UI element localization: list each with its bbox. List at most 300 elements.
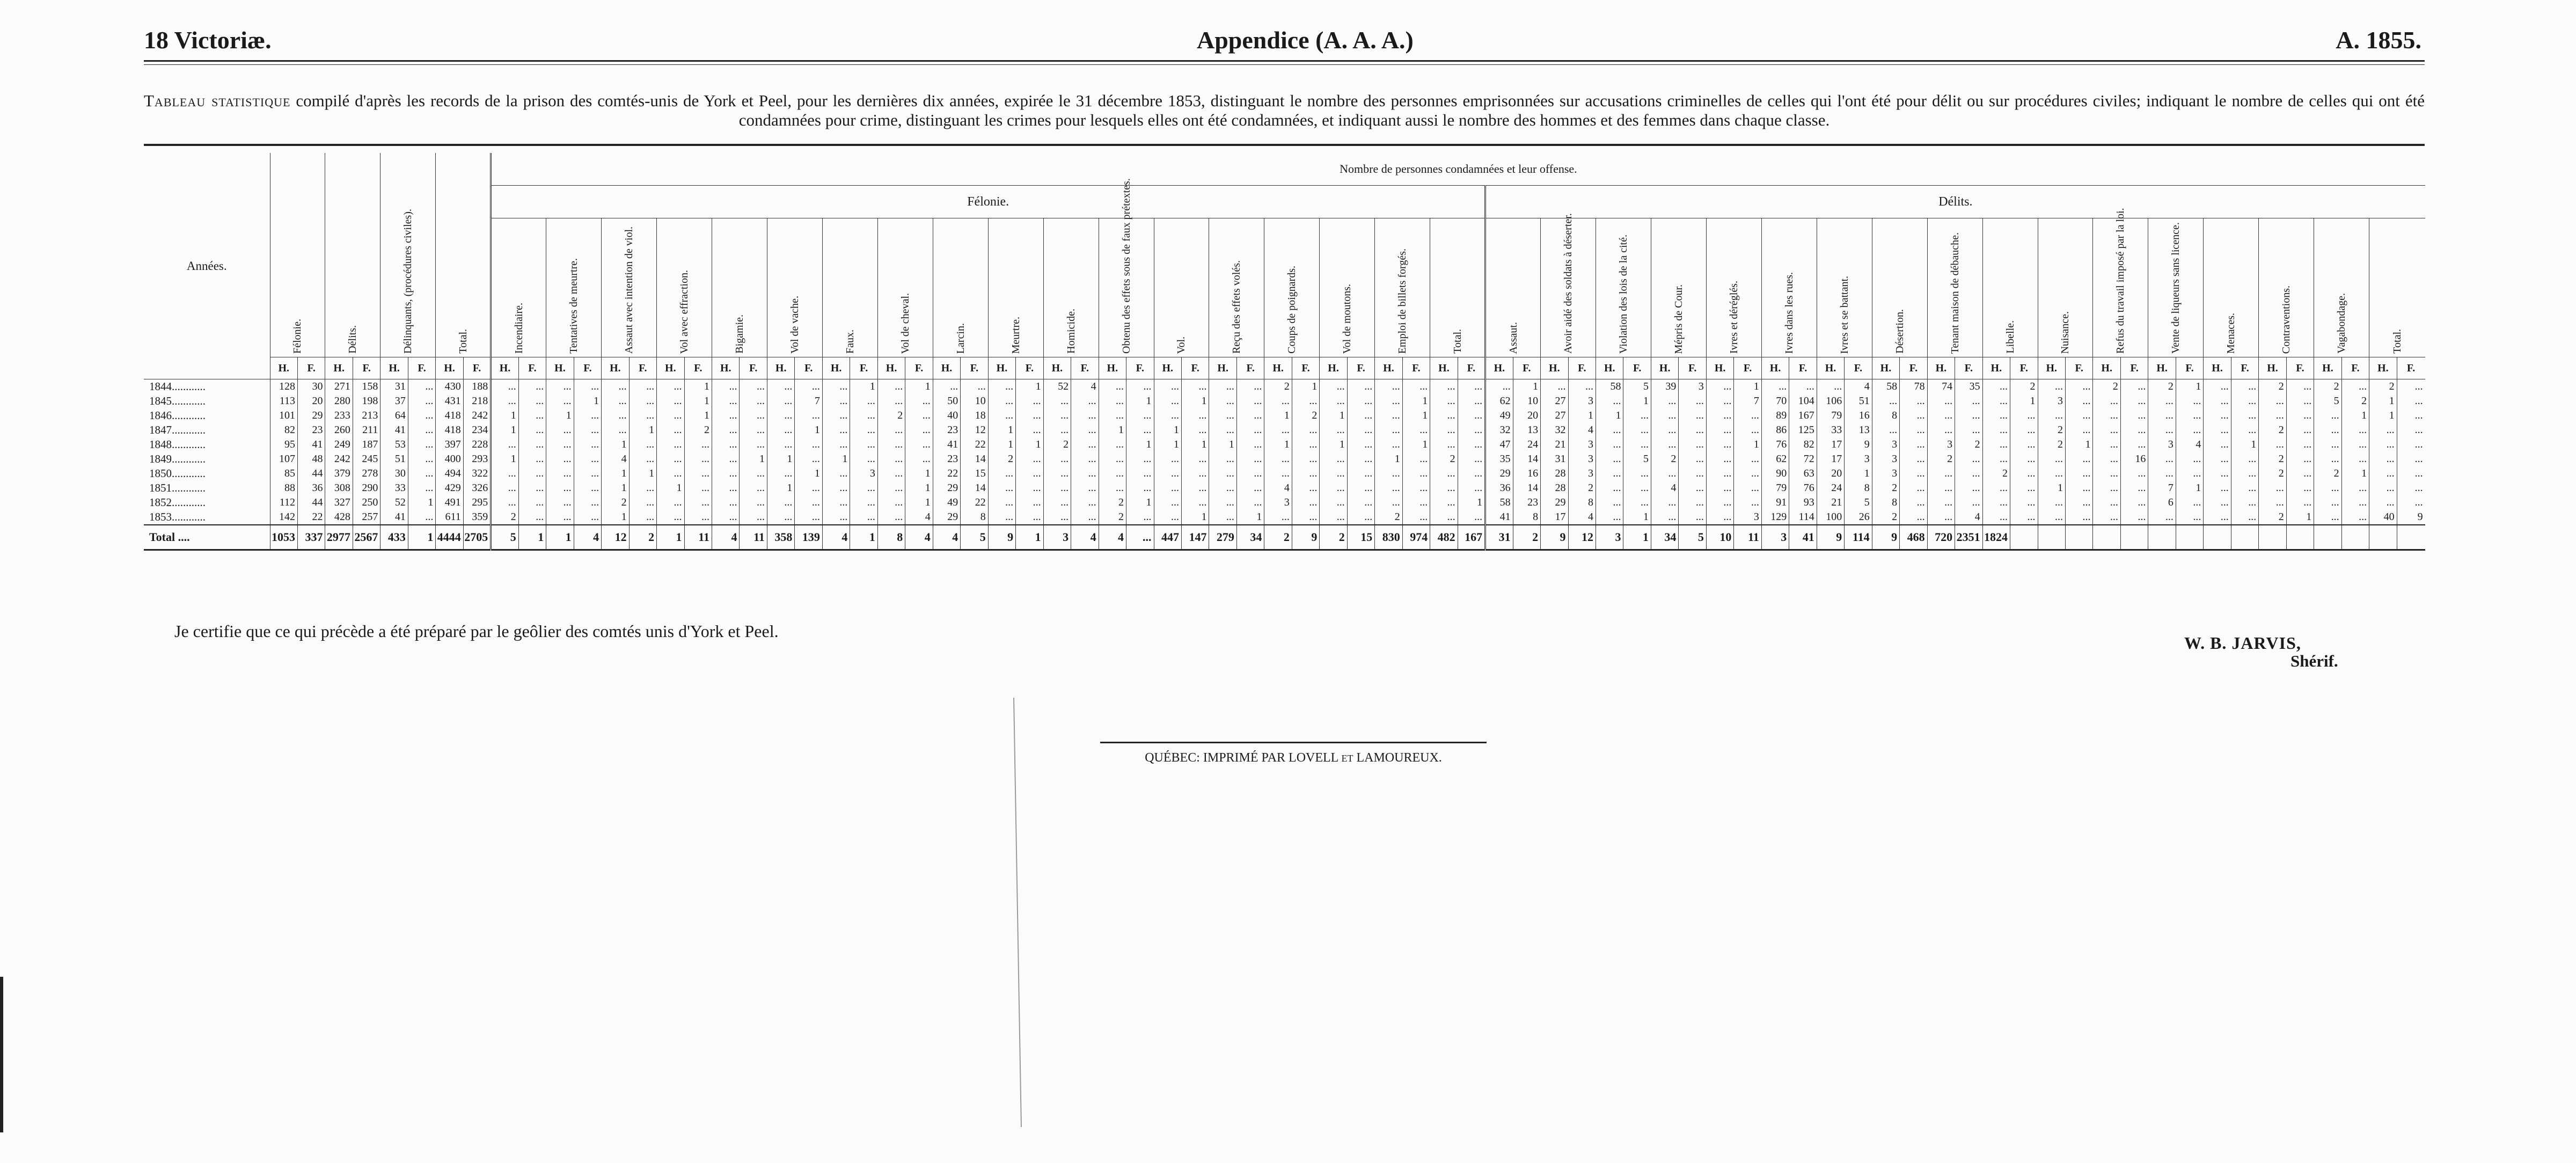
h-subheader: H. — [1375, 357, 1402, 379]
value-cell: 2 — [1955, 437, 1982, 452]
value-cell: ... — [657, 394, 684, 408]
value-cell: ... — [1706, 394, 1733, 408]
value-cell: 2 — [1292, 408, 1319, 423]
value-cell: ... — [2010, 495, 2038, 510]
value-cell: ... — [1927, 495, 1955, 510]
value-cell: ... — [1347, 481, 1374, 495]
value-cell: 24 — [1513, 437, 1540, 452]
value-cell: ... — [712, 466, 740, 481]
value-cell: 4 — [1568, 423, 1596, 437]
value-cell: ... — [1016, 452, 1043, 466]
value-cell: 2 — [1099, 495, 1126, 510]
felonie-col-label: Obtenu des effets sous de faux prétextes. — [1120, 178, 1132, 354]
value-cell: ... — [2231, 495, 2258, 510]
value-cell: 49 — [1485, 408, 1513, 423]
table-row — [144, 495, 2425, 510]
value-cell: 271 — [325, 379, 353, 394]
value-cell: 1 — [546, 408, 574, 423]
value-cell: ... — [1292, 481, 1319, 495]
value-cell: ... — [822, 481, 850, 495]
value-cell: ... — [1706, 495, 1733, 510]
delits-col-header — [1541, 213, 1596, 357]
h-subheader: H. — [1817, 357, 1844, 379]
value-cell: ... — [877, 495, 905, 510]
value-cell: ... — [1900, 481, 1927, 495]
value-cell: ... — [988, 510, 1015, 525]
delits-col-label: Total. — [2391, 329, 2403, 354]
value-cell: 242 — [463, 408, 491, 423]
value-cell: ... — [1596, 481, 1623, 495]
value-cell: ... — [629, 379, 656, 394]
total-cell: 4 — [1099, 525, 1126, 550]
value-cell: 3 — [1927, 437, 1955, 452]
value-cell: ... — [518, 379, 546, 394]
value-cell: ... — [684, 466, 712, 481]
value-cell: 1 — [1458, 495, 1485, 510]
value-cell: 23 — [933, 423, 960, 437]
value-cell: ... — [1071, 452, 1099, 466]
felonie-col-header — [933, 218, 988, 357]
value-cell: ... — [1292, 423, 1319, 437]
delits-col-header — [2204, 218, 2259, 357]
value-cell: 278 — [353, 466, 380, 481]
value-cell: ... — [2010, 423, 2038, 437]
value-cell: 1 — [988, 423, 1015, 437]
total-cell: 12 — [602, 525, 629, 550]
value-cell: ... — [2148, 466, 2176, 481]
value-cell: 26 — [1845, 510, 1872, 525]
table-row — [144, 466, 2425, 481]
value-cell: ... — [2093, 510, 2120, 525]
value-cell: 5 — [2314, 394, 2341, 408]
value-cell: ... — [767, 408, 794, 423]
value-cell: ... — [2286, 495, 2314, 510]
total-cell: 1 — [518, 525, 546, 550]
value-cell: ... — [1430, 394, 1458, 408]
value-cell: ... — [2369, 495, 2397, 510]
value-cell: ... — [2148, 423, 2176, 437]
value-cell: ... — [1181, 495, 1209, 510]
table-row — [144, 481, 2425, 495]
value-cell: ... — [2065, 495, 2092, 510]
h-subheader: H. — [1927, 357, 1955, 379]
value-cell: ... — [1734, 495, 1761, 510]
value-cell: 29 — [297, 408, 325, 423]
value-cell: 8 — [961, 510, 988, 525]
value-cell: 2 — [1099, 510, 1126, 525]
h-subheader: H. — [2204, 357, 2231, 379]
statistics-table-wrap — [144, 153, 2425, 551]
years-header-label: Années. — [186, 259, 227, 273]
value-cell: 70 — [1761, 394, 1789, 408]
value-cell: ... — [2204, 423, 2231, 437]
value-cell: ... — [1016, 408, 1043, 423]
value-cell: 3 — [1734, 510, 1761, 525]
value-cell: 63 — [1789, 466, 1817, 481]
value-cell: ... — [2148, 394, 2176, 408]
value-cell: 28 — [1541, 466, 1568, 481]
value-cell: ... — [1927, 510, 1955, 525]
felonie-col-header — [491, 218, 546, 357]
value-cell: ... — [988, 495, 1015, 510]
value-cell: ... — [574, 423, 601, 437]
value-cell: 2 — [877, 408, 905, 423]
value-cell: ... — [629, 408, 656, 423]
value-cell: ... — [2093, 423, 2120, 437]
value-cell: 228 — [463, 437, 491, 452]
value-cell: 32 — [1485, 423, 1513, 437]
value-cell: ... — [1154, 481, 1181, 495]
value-cell: ... — [1817, 379, 1844, 394]
value-cell: ... — [2176, 466, 2203, 481]
value-cell: ... — [1651, 423, 1678, 437]
f-subheader: F. — [463, 357, 491, 379]
f-subheader: F. — [1236, 357, 1264, 379]
value-cell: ... — [1264, 510, 1292, 525]
value-cell: ... — [602, 379, 629, 394]
value-cell: 249 — [325, 437, 353, 452]
value-cell: ... — [1071, 481, 1099, 495]
total-cell: 337 — [297, 525, 325, 550]
total-cell — [2010, 525, 2038, 550]
value-cell: 23 — [933, 452, 960, 466]
value-cell: ... — [2065, 481, 2092, 495]
value-cell: 3 — [1568, 394, 1596, 408]
value-cell: 430 — [436, 379, 463, 394]
value-cell: ... — [2204, 379, 2231, 394]
felonie-col-label: Vol de moutons. — [1341, 283, 1353, 354]
value-cell: ... — [1596, 437, 1623, 452]
value-cell: ... — [1430, 423, 1458, 437]
value-cell: ... — [1209, 510, 1236, 525]
value-cell: 14 — [1513, 452, 1540, 466]
value-cell: 418 — [436, 408, 463, 423]
value-cell: 198 — [353, 394, 380, 408]
value-cell: 14 — [961, 452, 988, 466]
value-cell: ... — [408, 408, 435, 423]
value-cell: ... — [491, 495, 518, 510]
header-rule-thin — [144, 64, 2425, 65]
f-subheader: F. — [740, 357, 767, 379]
value-cell: ... — [1099, 452, 1126, 466]
value-cell: ... — [1900, 495, 1927, 510]
value-cell: ... — [546, 510, 574, 525]
value-cell: 611 — [436, 510, 463, 525]
value-cell: ... — [1347, 437, 1374, 452]
value-cell: 41 — [380, 510, 408, 525]
value-cell: 23 — [1513, 495, 1540, 510]
value-cell: ... — [1458, 379, 1485, 394]
value-cell: ... — [2314, 510, 2341, 525]
value-cell: ... — [740, 408, 767, 423]
margin-mark — [0, 977, 3, 1132]
value-cell: ... — [2204, 452, 2231, 466]
value-cell: ... — [877, 394, 905, 408]
value-cell: ... — [2065, 510, 2092, 525]
f-subheader: F. — [1402, 357, 1430, 379]
value-cell: 23 — [297, 423, 325, 437]
total-cell: 1 — [408, 525, 435, 550]
value-cell: 2 — [1927, 452, 1955, 466]
value-cell: 1 — [2369, 408, 2397, 423]
value-cell: ... — [1623, 466, 1651, 481]
value-cell: 1 — [602, 437, 629, 452]
value-cell: ... — [684, 495, 712, 510]
value-cell: ... — [408, 466, 435, 481]
statistics-table — [144, 153, 2425, 551]
value-cell: ... — [2176, 495, 2203, 510]
value-cell: 1 — [2065, 437, 2092, 452]
value-cell: ... — [1679, 481, 1706, 495]
value-cell: ... — [1016, 495, 1043, 510]
total-cell: 4 — [933, 525, 960, 550]
value-cell: ... — [1099, 394, 1126, 408]
value-cell: ... — [546, 394, 574, 408]
year-cell: 1847............ — [149, 423, 206, 436]
value-cell: 41 — [380, 423, 408, 437]
value-cell: ... — [1292, 452, 1319, 466]
value-cell: 47 — [1485, 437, 1513, 452]
total-cell — [2176, 525, 2203, 550]
f-subheader: F. — [2010, 357, 2038, 379]
value-cell: ... — [546, 437, 574, 452]
value-cell: ... — [740, 466, 767, 481]
f-subheader: F. — [1734, 357, 1761, 379]
total-cell: 114 — [1845, 525, 1872, 550]
value-cell: 10 — [1513, 394, 1540, 408]
value-cell: 2 — [1982, 466, 2010, 481]
value-cell: 260 — [325, 423, 353, 437]
value-cell: ... — [2397, 495, 2425, 510]
value-cell: ... — [408, 437, 435, 452]
value-cell: ... — [546, 423, 574, 437]
value-cell: ... — [1679, 495, 1706, 510]
value-cell: ... — [2176, 394, 2203, 408]
value-cell: ... — [1651, 408, 1678, 423]
value-cell: ... — [1900, 394, 1927, 408]
total-cell: 5 — [491, 525, 518, 550]
value-cell: ... — [1402, 423, 1430, 437]
value-cell: ... — [574, 437, 601, 452]
value-cell: 2 — [1375, 510, 1402, 525]
h-subheader: H. — [1154, 357, 1181, 379]
year-cell: 1845............ — [149, 394, 206, 407]
value-cell: ... — [1541, 379, 1568, 394]
value-cell: 8 — [1872, 495, 1899, 510]
value-cell: 100 — [1817, 510, 1844, 525]
value-cell: 3 — [850, 466, 877, 481]
value-cell: 2 — [1043, 437, 1071, 452]
delits-col-header — [1761, 218, 1817, 357]
value-cell: ... — [1734, 423, 1761, 437]
value-cell: ... — [740, 495, 767, 510]
value-cell: ... — [1043, 495, 1071, 510]
felonie-col-label: Assaut avec intention de viol. — [623, 226, 635, 354]
value-cell: ... — [629, 495, 656, 510]
value-cell: ... — [1402, 452, 1430, 466]
summary-col-header — [436, 153, 491, 357]
value-cell: 1 — [2369, 394, 2397, 408]
signature-name: W. B. JARVIS, — [2184, 633, 2301, 653]
value-cell: 29 — [1541, 495, 1568, 510]
value-cell: 128 — [270, 379, 297, 394]
value-cell: 3 — [1872, 466, 1899, 481]
paper-crease — [1013, 698, 1022, 1127]
value-cell: ... — [2286, 481, 2314, 495]
h-subheader: H. — [1706, 357, 1733, 379]
value-cell: 1 — [2341, 408, 2369, 423]
value-cell: ... — [2341, 423, 2369, 437]
value-cell: 1 — [2286, 510, 2314, 525]
value-cell: ... — [1154, 466, 1181, 481]
value-cell: ... — [795, 452, 822, 466]
value-cell: 112 — [270, 495, 297, 510]
value-cell: ... — [1209, 423, 1236, 437]
value-cell: ... — [2120, 495, 2148, 510]
value-cell: 8 — [1845, 481, 1872, 495]
value-cell: ... — [1623, 437, 1651, 452]
value-cell: ... — [1872, 394, 1899, 408]
f-subheader: F. — [1679, 357, 1706, 379]
h-subheader: H. — [822, 357, 850, 379]
value-cell: ... — [684, 452, 712, 466]
value-cell: 1 — [602, 510, 629, 525]
value-cell: ... — [1458, 452, 1485, 466]
total-cell: 15 — [1347, 525, 1374, 550]
h-subheader: H. — [933, 357, 960, 379]
value-cell: ... — [2010, 408, 2038, 423]
value-cell: ... — [1458, 423, 1485, 437]
value-cell: 187 — [353, 437, 380, 452]
value-cell: ... — [2231, 408, 2258, 423]
delits-col-header — [2314, 218, 2369, 357]
value-cell: ... — [1126, 379, 1154, 394]
felonie-col-header — [1375, 218, 1430, 357]
value-cell: 1 — [1126, 437, 1154, 452]
value-cell: ... — [1292, 466, 1319, 481]
value-cell: ... — [850, 510, 877, 525]
value-cell: ... — [905, 423, 933, 437]
value-cell: 4 — [1264, 481, 1292, 495]
value-cell: ... — [1320, 510, 1347, 525]
value-cell: ... — [657, 423, 684, 437]
value-cell: 9 — [2397, 510, 2425, 525]
value-cell: ... — [795, 481, 822, 495]
value-cell: ... — [740, 394, 767, 408]
value-cell: ... — [1651, 437, 1678, 452]
table-row — [144, 437, 2425, 452]
value-cell: 79 — [1817, 408, 1844, 423]
f-subheader: F. — [684, 357, 712, 379]
year-cell: 1852............ — [149, 496, 206, 509]
table-row — [144, 394, 2425, 408]
value-cell: ... — [822, 437, 850, 452]
value-cell: ... — [1126, 481, 1154, 495]
value-cell: 82 — [270, 423, 297, 437]
value-cell: 1 — [1734, 437, 1761, 452]
total-cell: 2 — [629, 525, 656, 550]
value-cell: 36 — [297, 481, 325, 495]
value-cell: 91 — [1761, 495, 1789, 510]
value-cell: 1 — [1126, 495, 1154, 510]
value-cell: ... — [2369, 481, 2397, 495]
value-cell: 326 — [463, 481, 491, 495]
value-cell: 1 — [905, 495, 933, 510]
value-cell: 14 — [1513, 481, 1540, 495]
value-cell: 16 — [2120, 452, 2148, 466]
value-cell: 1 — [2231, 437, 2258, 452]
value-cell: ... — [2038, 408, 2065, 423]
value-cell: 129 — [1761, 510, 1789, 525]
value-cell: ... — [518, 466, 546, 481]
f-subheader: F. — [1623, 357, 1651, 379]
value-cell: ... — [2397, 452, 2425, 466]
total-cell: 3 — [1596, 525, 1623, 550]
felonie-col-label: Larcin. — [954, 323, 967, 354]
value-cell: 245 — [353, 452, 380, 466]
value-cell: ... — [684, 510, 712, 525]
value-cell: ... — [767, 394, 794, 408]
total-cell: 9 — [1872, 525, 1899, 550]
value-cell: 233 — [325, 408, 353, 423]
value-cell: ... — [2341, 495, 2369, 510]
value-cell: ... — [795, 408, 822, 423]
total-cell: 4 — [712, 525, 740, 550]
value-cell: 1 — [1402, 394, 1430, 408]
h-subheader: H. — [546, 357, 574, 379]
value-cell: ... — [1596, 495, 1623, 510]
total-cell: 41 — [1789, 525, 1817, 550]
group-header-delits: Délits. — [1485, 186, 2425, 218]
total-cell — [2093, 525, 2120, 550]
value-cell: 17 — [1817, 452, 1844, 466]
value-cell: ... — [2038, 466, 2065, 481]
value-cell: ... — [1043, 408, 1071, 423]
certification-text: Je certifie que ce qui précède a été préparé par le geôlier des comtés unis d'York et Peel. — [174, 621, 779, 641]
value-cell: 1 — [1320, 437, 1347, 452]
f-subheader: F. — [1568, 357, 1596, 379]
value-cell: 4 — [2176, 437, 2203, 452]
value-cell: ... — [1181, 408, 1209, 423]
felonie-col-header — [1209, 218, 1264, 357]
value-cell: 17 — [1541, 510, 1568, 525]
value-cell: ... — [2286, 452, 2314, 466]
f-subheader: F. — [850, 357, 877, 379]
value-cell: ... — [1043, 423, 1071, 437]
value-cell: ... — [767, 466, 794, 481]
value-cell: ... — [2369, 452, 2397, 466]
value-cell: ... — [1623, 495, 1651, 510]
value-cell: ... — [574, 452, 601, 466]
total-cell: 447 — [1154, 525, 1181, 550]
value-cell: ... — [1623, 408, 1651, 423]
delits-col-header — [1706, 218, 1761, 357]
value-cell: 158 — [353, 379, 380, 394]
value-cell: ... — [1292, 437, 1319, 452]
value-cell: ... — [1320, 423, 1347, 437]
value-cell: ... — [2038, 379, 2065, 394]
value-cell: ... — [1485, 379, 1513, 394]
value-cell: ... — [2231, 394, 2258, 408]
value-cell: ... — [712, 394, 740, 408]
total-cell — [2038, 525, 2065, 550]
value-cell: ... — [657, 452, 684, 466]
value-cell: 22 — [961, 437, 988, 452]
total-cell: 9 — [1817, 525, 1844, 550]
total-cell — [2341, 525, 2369, 550]
value-cell: 20 — [297, 394, 325, 408]
value-cell: ... — [2176, 452, 2203, 466]
